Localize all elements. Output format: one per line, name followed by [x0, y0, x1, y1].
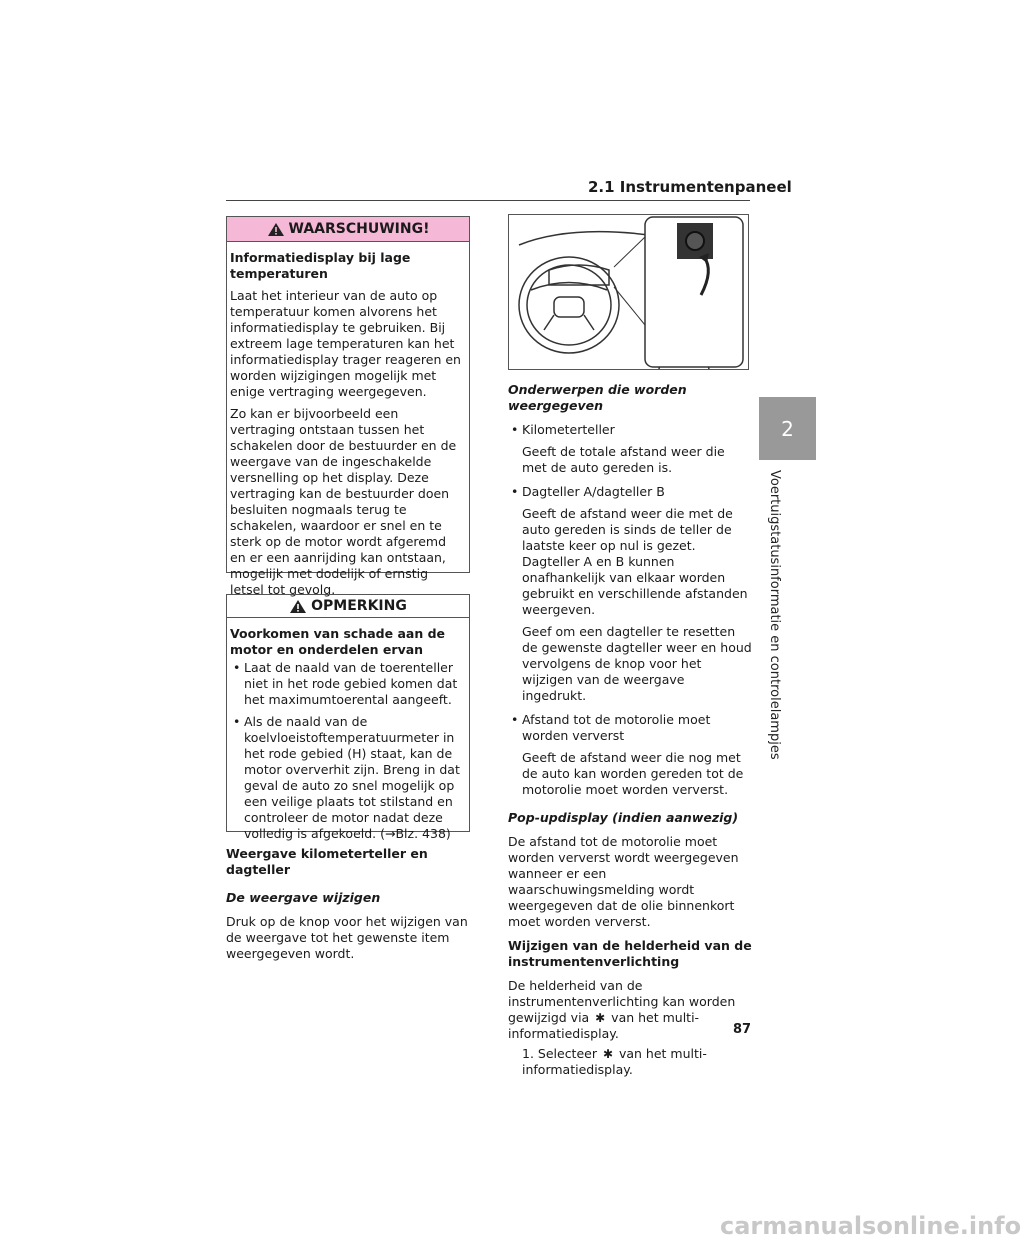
notice-header [227, 595, 469, 618]
change-display-paragraph: Druk op de knop voor het wijzigen van de weergave tot het gewenste item weergegeven wordt. [226, 914, 468, 961]
warning-header [227, 217, 469, 242]
notice-item: • Laat de naald van de toerenteller niet in het rode gebied komen dat het maximumtoerental aangeeft. [230, 660, 465, 708]
warning-box [226, 216, 470, 597]
notice-title: OPMERKING [311, 598, 407, 614]
chapter-tab: 2 [759, 397, 816, 460]
step-1: 1. Selecteer ✱ van het multi-informatiedisplay. [522, 1046, 707, 1077]
steering-wheel-figure [509, 215, 748, 369]
topics-heading: Onderwerpen die worden weergegeven [508, 382, 687, 413]
popup-paragraph: De afstand tot de motorolie moet worden ververst wordt weergegeven wanneer er een waarschuwingsmelding wordt weergegeven dat de olie binnenkort moet worden ververst. [508, 834, 739, 929]
notice-item: • Als de naald van de koelvloeistoftemperatuurmeter in het rode gebied (H) staat, kan de motor oververhit zijn. Breng in dat geval de auto zo snel mogelijk op een veilige plaats tot stilstand en controleer de motor nadat deze volledig is afgekoeld. (→Blz. 438) [230, 714, 465, 842]
item-oil-title: • Afstand tot de motorolie moet worden ververst [508, 712, 752, 744]
item-oil-desc: Geeft de afstand weer die nog met de auto kan worden gereden tot de motorolie moet worden ververst. [522, 750, 744, 797]
item-trip-title: • Dagteller A/dagteller B [508, 484, 752, 500]
page-number: 87 [733, 1022, 752, 1037]
warning-subtitle: Informatiedisplay bij lage temperaturen [230, 250, 411, 281]
notice-box [226, 594, 470, 841]
notice-subtitle: Voorkomen van schade aan de motor en onderdelen ervan [230, 626, 445, 657]
brightness-heading: Wijzigen van de helderheid van de instrumentenverlichting [508, 938, 752, 969]
popup-heading: Pop-updisplay (indien aanwezig) [508, 810, 739, 825]
watermark: carmanualsonline.info [720, 1212, 1021, 1240]
warning-triangle-icon [267, 222, 285, 237]
settings-gear-icon: ✱ [595, 1011, 606, 1025]
odometer-heading: Weergave kilometerteller en dagteller [226, 846, 428, 877]
warning-paragraph-2: Zo kan er bijvoorbeeld een vertraging ontstaan tussen het schakelen door de bestuurder en de weergave van de ingeschakelde versnelling op het display. Deze vertraging kan de bestuurder doen besluiten nogmaals terug te schakelen, waardoor er snel en te sterk op de motor wordt afgeremd en er een aanrijding kan ontstaan, mogelijk met dodelijk of ernstig letsel tot gevolg. [230, 406, 457, 597]
dashboard-illustration [508, 214, 749, 370]
item-odometer-desc: Geeft de totale afstand weer die met de auto gereden is. [522, 444, 725, 475]
settings-gear-icon: ✱ [602, 1047, 613, 1061]
warning-paragraph-1: Laat het interieur van de auto op temperatuur komen alvorens het informatiedisplay te gebruiken. Bij extreem lage temperaturen kan het informatiedisplay trager reageren en worden wijzigingen mogelijk met enige vertraging weergegeven. [230, 288, 461, 399]
item-odometer-title: • Kilometerteller [508, 422, 752, 438]
item-trip-desc-2: Geef om een dagteller te resetten de gewenste dagteller weer en houd vervolgens de knop voor het wijzigen van de weergave ingedrukt. [522, 624, 752, 703]
header-rule [226, 200, 750, 201]
section-header: 2.1 Instrumentenpaneel [588, 178, 792, 196]
caution-triangle-icon [289, 599, 307, 614]
chapter-title-vertical: Voertuigstatusinformatie en controlelampjes [767, 470, 782, 760]
change-display-heading: De weergave wijzigen [226, 890, 381, 905]
item-trip-desc-1: Geeft de afstand weer die met de auto gereden is sinds de teller de laatste keer op nul is gezet. Dagteller A en B kunnen onafhankelijk van elkaar worden gebruikt en verschillende afstanden weergeven. [522, 506, 748, 617]
brightness-paragraph: De helderheid van de instrumentenverlichting kan worden gewijzigd via ✱ van het multi-informatiedisplay. [508, 978, 736, 1041]
warning-title: WAARSCHUWING! [288, 221, 430, 237]
